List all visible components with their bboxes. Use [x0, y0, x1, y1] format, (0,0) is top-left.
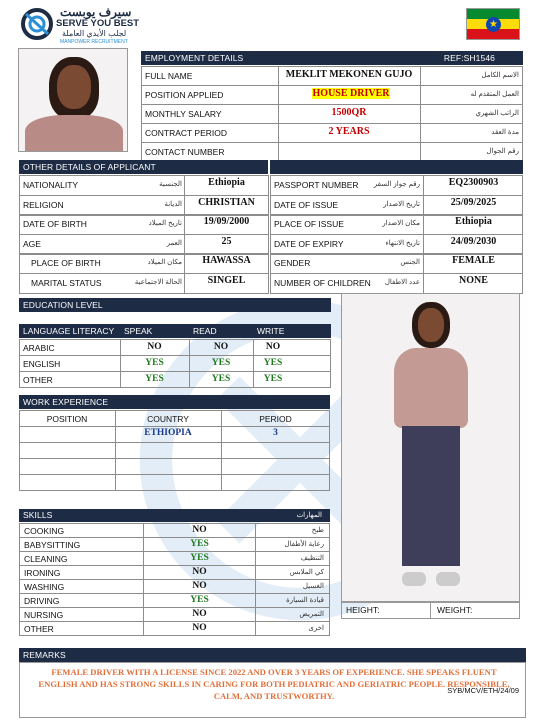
detail-value: NONE	[459, 275, 488, 286]
language-column-header: WRITE	[257, 326, 285, 336]
detail-label: MARITAL STATUS	[31, 278, 102, 288]
work-column-header: PERIOD	[259, 414, 292, 424]
employment-header	[141, 51, 523, 65]
detail-value: EQ2300903	[448, 177, 499, 188]
remarks-text: FEMALE DRIVER WITH A LICENSE SINCE 2022 AND OVER 3 YEARS OF EXPERIENCE. SHE SPEAKS FLUENT ENGLISH AND HAS STRONG SKILLS IN CARING FOR BOTH PEDIATRIC AND GERIATRIC PEOPLE. RESPONSIBLE, CALM, AND TRUSTWORTHY.	[38, 667, 510, 701]
detail-arabic-label: الجنس	[400, 259, 420, 266]
language-column-header: SPEAK	[124, 326, 153, 336]
detail-label: AGE	[23, 239, 41, 249]
skill-name: CLEANING	[24, 554, 68, 564]
employment-arabic-label: الاسم الكامل	[481, 72, 519, 79]
skills-title: SKILLS	[23, 510, 53, 520]
remarks-code: SYB/MCV/ETH/24/09	[447, 686, 519, 695]
ethiopia-flag	[466, 8, 520, 40]
employment-value: MEKLIT MEKONEN GUJO	[285, 69, 413, 80]
flag-star-icon: ★	[486, 17, 501, 32]
skill-arabic-label: التمريض	[299, 611, 324, 618]
skill-arabic-label: رعاية الأطفال	[284, 541, 324, 548]
detail-arabic-label: تاريخ الميلاد	[148, 220, 182, 227]
detail-value: 25	[221, 236, 232, 247]
work-column-header: POSITION	[46, 414, 88, 424]
detail-label: DATE OF ISSUE	[274, 200, 339, 210]
detail-value: 25/09/2025	[450, 197, 497, 208]
language-value: YES	[211, 358, 231, 368]
detail-value: FEMALE	[452, 255, 495, 266]
height-weight-bar	[341, 602, 520, 619]
detail-arabic-label: الحالة الاجتماعية	[134, 279, 182, 286]
detail-label: DATE OF BIRTH	[23, 219, 87, 229]
skill-name: BABYSITTING	[24, 540, 81, 550]
language-name: ARABIC	[23, 343, 55, 353]
employment-value: 1500QR	[331, 107, 367, 118]
other-details-title: OTHER DETAILS OF APPLICANT	[23, 162, 156, 172]
detail-arabic-label: الديانة	[164, 201, 182, 208]
detail-arabic-label: تاريخ الانتهاء	[385, 240, 420, 247]
detail-value: Ethiopia	[455, 216, 492, 227]
skill-arabic-label: الغسيل	[302, 583, 324, 590]
skill-name: OTHER	[24, 624, 54, 634]
detail-arabic-label: الجنسية	[159, 181, 182, 188]
employment-arabic-label: رقم الجوال	[486, 148, 519, 155]
detail-value: 19/09/2000	[203, 216, 250, 227]
work-period: 3	[273, 428, 278, 438]
employment-arabic-label: العمل المتقدم له	[470, 91, 519, 98]
logo-sub: MANPOWER RECRUITMENT	[60, 39, 128, 45]
skills-header	[19, 509, 330, 522]
detail-value: Ethiopia	[208, 177, 245, 188]
detail-arabic-label: رقم جواز السفر	[373, 181, 420, 188]
skill-name: IRONING	[24, 568, 61, 578]
language-name: ENGLISH	[23, 359, 61, 369]
skill-value: YES	[190, 539, 209, 549]
detail-arabic-label: مكان الميلاد	[147, 259, 182, 266]
detail-value: SINGEL	[207, 275, 246, 286]
other-details-header	[19, 160, 523, 174]
detail-arabic-label: مكان الاصدار	[382, 220, 420, 227]
work-country: ETHIOPIA	[144, 428, 192, 438]
employment-label: FULL NAME	[145, 71, 193, 81]
height-label: HEIGHT:	[346, 605, 380, 615]
skill-value: YES	[190, 595, 209, 605]
language-value: YES	[145, 358, 164, 368]
skill-arabic-label: كي الملابس	[289, 569, 324, 576]
logo-emblem-icon	[20, 6, 54, 42]
work-column-header: COUNTRY	[147, 414, 189, 424]
detail-label: PLACE OF BIRTH	[31, 258, 101, 268]
logo-arabic-sub: لجلب الأيدي العاملة	[62, 29, 127, 38]
employment-label: CONTRACT PERIOD	[145, 128, 228, 138]
skill-arabic-label: التنظيف	[300, 555, 324, 562]
detail-arabic-label: تاريخ الاصدار	[383, 201, 420, 208]
language-column-header: LANGUAGE LITERACY	[23, 326, 115, 336]
skill-value: NO	[192, 525, 207, 535]
language-value: NO	[147, 342, 162, 352]
remarks-box	[19, 662, 526, 718]
full-body-photo	[341, 293, 520, 602]
logo-name: SERVE YOU BEST	[56, 18, 140, 29]
language-column-header: READ	[193, 326, 217, 336]
portrait-photo	[18, 48, 128, 152]
detail-label: RELIGION	[23, 200, 64, 210]
employment-arabic-label: مدة العقد	[491, 129, 519, 136]
language-value: NO	[265, 342, 281, 352]
skill-name: DRIVING	[24, 596, 60, 606]
language-value: YES	[211, 374, 231, 384]
skill-value: NO	[192, 623, 207, 633]
detail-label: NUMBER OF CHILDREN	[274, 278, 371, 288]
detail-arabic-label: العمر	[166, 240, 182, 247]
employment-value: 2 YEARS	[328, 126, 370, 137]
remarks-header	[19, 648, 526, 662]
skill-arabic-label: طبخ	[311, 527, 324, 534]
language-name: OTHER	[23, 375, 53, 385]
skill-value: NO	[192, 609, 207, 619]
skill-name: COOKING	[24, 526, 65, 536]
detail-value: CHRISTIAN	[198, 197, 255, 208]
detail-label: DATE OF EXPIRY	[274, 239, 344, 249]
detail-value: 24/09/2030	[450, 236, 497, 247]
detail-value: HAWASSA	[202, 255, 251, 266]
employment-label: MONTHLY SALARY	[145, 109, 222, 119]
employment-label: POSITION APPLIED	[145, 90, 224, 100]
employment-title: EMPLOYMENT DETAILS	[145, 53, 244, 63]
language-value: YES	[263, 374, 283, 384]
skill-arabic-label: اخرى	[308, 625, 324, 632]
skill-arabic-label: قيادة السيارة	[286, 597, 324, 604]
work-experience-title: WORK EXPERIENCE	[23, 397, 109, 407]
skills-arabic-title: المهارات	[296, 512, 322, 519]
skill-value: NO	[192, 581, 207, 591]
detail-arabic-label: عدد الاطفال	[384, 279, 420, 286]
skill-name: WASHING	[24, 582, 65, 592]
remarks-title: REMARKS	[23, 650, 66, 660]
company-logo	[20, 6, 150, 46]
employment-label: CONTACT NUMBER	[145, 147, 225, 157]
reference-number: REF:SH1546	[443, 53, 495, 63]
weight-label: WEIGHT:	[437, 605, 473, 615]
employment-value: HOUSE DRIVER	[312, 88, 390, 99]
detail-label: PASSPORT NUMBER	[274, 180, 359, 190]
language-value: NO	[213, 342, 229, 352]
employment-arabic-label: الراتب الشهري	[475, 110, 519, 117]
detail-label: NATIONALITY	[23, 180, 79, 190]
language-value: YES	[263, 358, 283, 368]
logo-arabic: سيرف يوبست	[60, 5, 132, 19]
skill-value: YES	[190, 553, 209, 563]
work-experience-header	[19, 395, 330, 409]
skill-name: NURSING	[24, 610, 64, 620]
detail-label: GENDER	[274, 258, 311, 268]
education-header	[19, 298, 331, 312]
detail-label: PLACE OF ISSUE	[274, 219, 344, 229]
education-title: EDUCATION LEVEL	[23, 300, 103, 310]
skill-value: NO	[192, 567, 207, 577]
language-value: YES	[145, 374, 164, 384]
